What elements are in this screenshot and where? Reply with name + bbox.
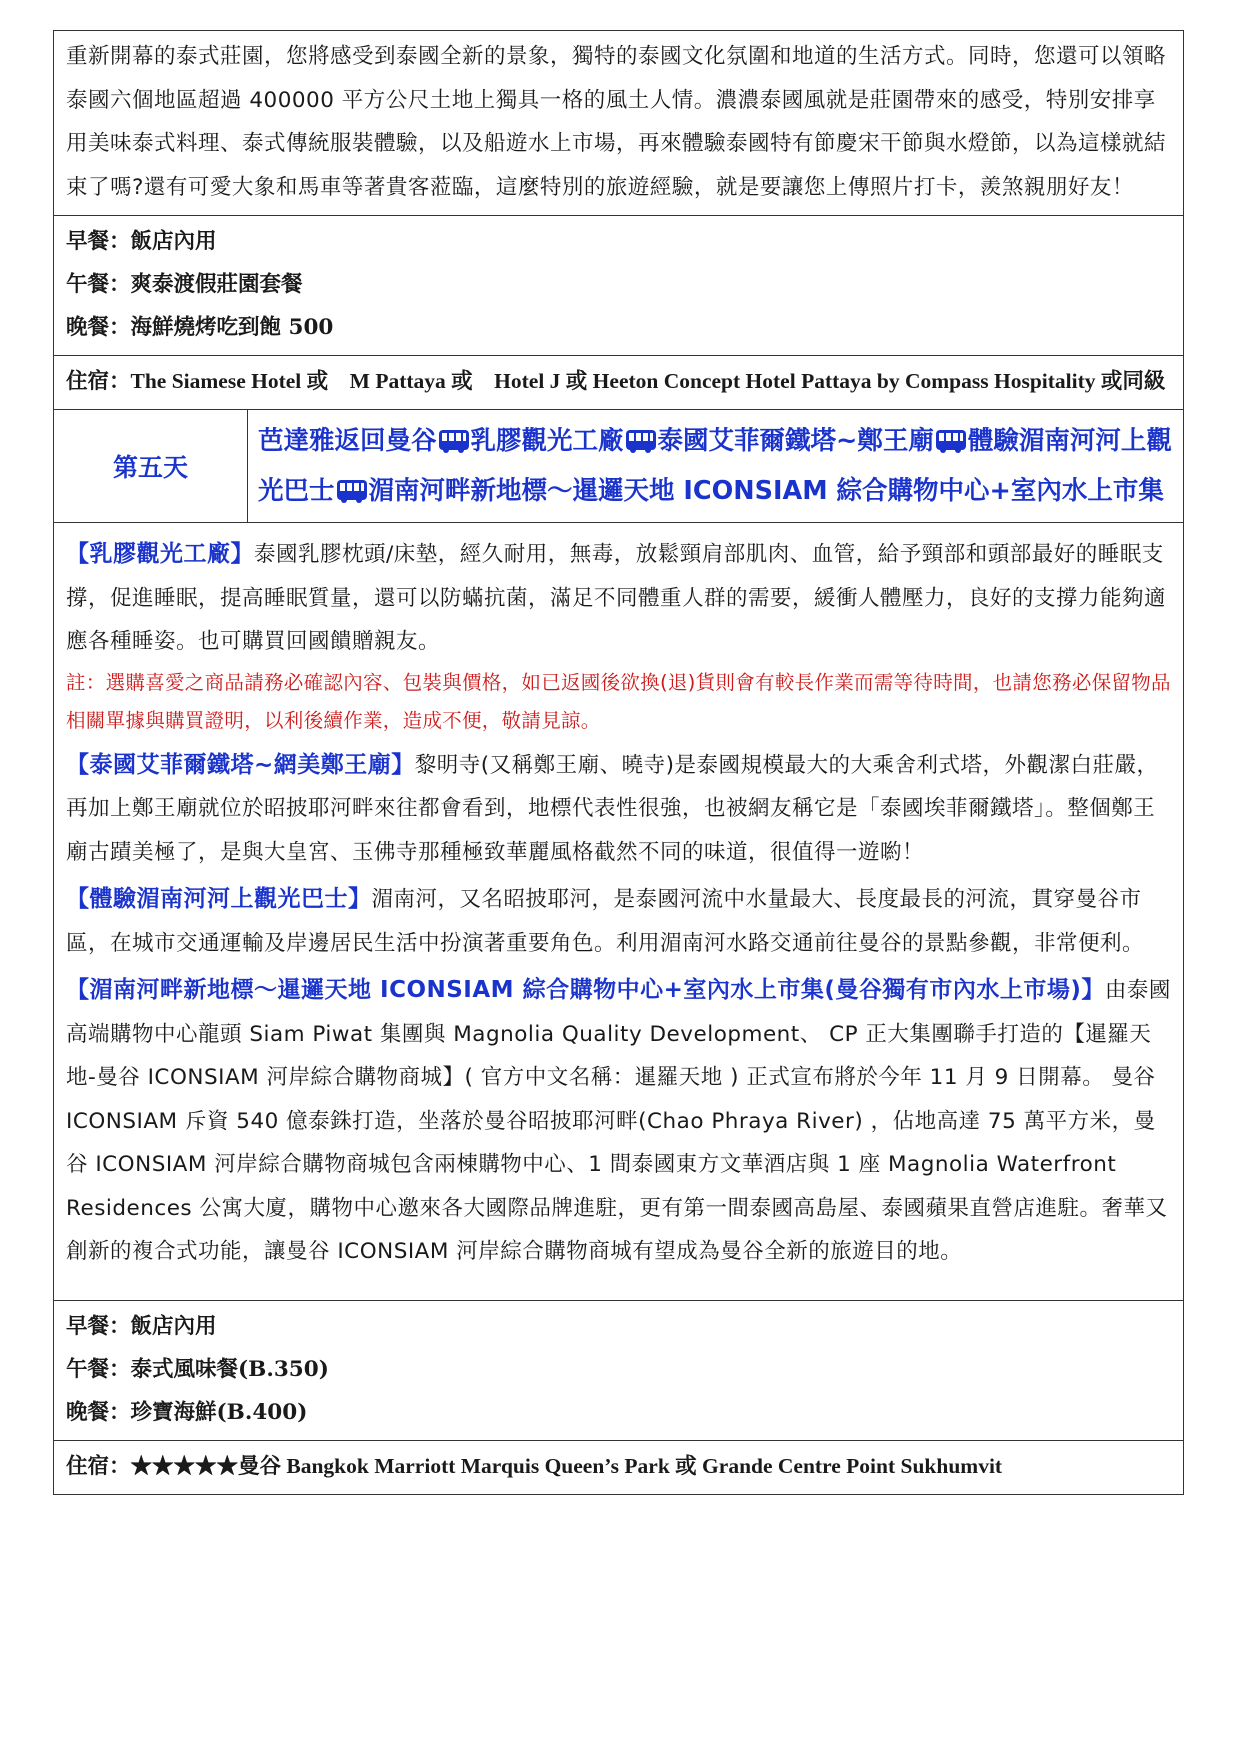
section-heading: 【湄南河畔新地標～暹邏天地 ICONSIAM 綜合購物中心+室內水上市集(曼谷獨有市內水上市場)】 <box>66 977 1105 1003</box>
bus-icon <box>439 430 469 450</box>
route-stop: 芭達雅返回曼谷 <box>258 426 437 456</box>
section-river-bus <box>66 878 1171 965</box>
itinerary-page <box>53 30 1184 1495</box>
day5-content-box <box>53 522 1184 1300</box>
day5-header-row <box>53 409 1184 522</box>
dinner-line: 晚餐：海鮮燒烤吃到飽 500 <box>66 315 334 340</box>
intro-box <box>53 30 1184 215</box>
section-text: 湄南河，又名昭披耶河，是泰國河流中水量最大、長度最長的河流，貫穿曼谷市區，在城市交通運輸及岸邊居民生活中扮演著重要角色。利用湄南河水路交通前往曼谷的景點參觀，非常便利。 <box>66 887 1145 956</box>
route-stop: 湄南河畔新地標～暹邏天地 ICONSIAM 綜合購物中心+室內水上市集 <box>368 476 1164 506</box>
hotel-line: 住宿：★★★★★曼谷 Bangkok Marriott Marquis Queen’s Park 或 Grande Centre Point Sukhumvit <box>66 1453 1003 1478</box>
day5-hotel-box <box>53 1440 1184 1495</box>
day5-meals-box <box>53 1300 1184 1440</box>
shopping-note: 註：選購喜愛之商品請務必確認內容、包裝與價格，如已返國後欲換(退)貨則會有較長作業而需等待時間，也請您務必保留物品相關單據與購買證明，以利後續作業，造成不便，敬請見諒。 <box>66 670 1171 732</box>
breakfast-line: 早餐：飯店內用 <box>66 1313 217 1339</box>
intro-paragraph: 重新開幕的泰式莊園，您將感受到泰國全新的景象，獨特的泰國文化氛圍和地道的生活方式。同時，您還可以領略泰國六個地區超過 400000 平方公尺土地上獨具一格的風土人情。濃濃泰國風就是莊園帶來的感受，特別安排享用美味泰式料理、泰式傳統服裝體驗，以及船遊水上市場，再來體驗泰國特有節慶宋干節與水燈節，以為這樣就結束了嗎?還有可愛大象和馬車等著貴客蒞臨，這麼特別的旅遊經驗，就是要讓您上傳照片打卡，羨煞親朋好友！ <box>66 44 1167 200</box>
day-route-title <box>248 410 1183 522</box>
section-latex-factory <box>66 533 1171 740</box>
section-text: 泰國乳膠枕頭/床墊，經久耐用，無毒，放鬆頸肩部肌肉、血管，給予頸部和頭部最好的睡眠支撐，促進睡眠，提高睡眠質量，還可以防蟎抗菌，滿足不同體重人群的需要，緩衝人體壓力，良好的支撐力能夠適應各種睡姿。也可購買回國饋贈親友。 <box>66 542 1167 654</box>
day-label: 第五天 <box>54 410 248 522</box>
hotel-line: 住宿：The Siamese Hotel 或 M Pattaya 或 Hotel J 或 Heeton Concept Hotel Pattaya by Compass Hospitality 或同級 <box>66 369 1166 393</box>
section-heading: 【乳膠觀光工廠】 <box>66 541 254 567</box>
bus-icon <box>936 430 966 450</box>
section-heading: 【泰國艾菲爾鐵塔~網美鄭王廟】 <box>66 751 415 778</box>
section-iconsiam <box>66 969 1171 1274</box>
lunch-line: 午餐：泰式風味餐(B.350) <box>66 1356 329 1382</box>
day4-hotel-box <box>53 355 1184 409</box>
route-stop: 乳膠觀光工廠 <box>470 426 624 456</box>
route-stop: 泰國艾菲爾鐵塔~鄭王廟 <box>657 426 934 456</box>
section-wat-arun <box>66 744 1171 875</box>
bus-icon <box>337 480 367 500</box>
section-text: 由泰國高端購物中心龍頭 Siam Piwat 集團與 Magnolia Quality Development、 CP 正大集團聯手打造的【暹羅天地-曼谷 ICONSIAM 河岸綜合購物商城】( 官方中文名稱：暹羅天地 ) 正式宣布將於今年 11 月 9 日開幕。 曼谷 ICONSIAM 斥資 540 億泰銖打造，坐落於曼谷昭披耶河畔(Chao Phraya River) ，佔地高達 75 萬平方米，曼谷 ICONSIAM 河岸綜合購物商城包含兩棟購物中心、1 間泰國東方文華酒店與 1 座 Magnolia Waterfront Residences 公寓大廈，購物中心邀來各大國際品牌進駐，更有第一間泰國高島屋、泰國蘋果直營店進駐。奢華又創新的複合式功能，讓曼谷 ICONSIAM 河岸綜合購物商城有望成為曼谷全新的旅遊目的地。 <box>66 978 1171 1264</box>
section-text: 黎明寺(又稱鄭王廟、曉寺)是泰國規模最大的大乘舍利式塔，外觀潔白莊嚴，再加上鄭王廟就位於昭披耶河畔來往都會看到，地標代表性很強，也被網友稱它是「泰國埃菲爾鐵塔」。整個鄭王廟古蹟美極了，是與大皇宮、玉佛寺那種極致華麗風格截然不同的味道，很值得一遊喲！ <box>66 752 1159 865</box>
lunch-line: 午餐：爽泰渡假莊園套餐 <box>66 272 303 297</box>
bus-icon <box>626 430 656 450</box>
dinner-line: 晚餐：珍寶海鮮(B.400) <box>66 1399 308 1425</box>
route-stop: 體驗湄南河河上觀光巴士 <box>258 426 1172 506</box>
breakfast-line: 早餐：飯店內用 <box>66 229 217 254</box>
section-heading: 【體驗湄南河河上觀光巴士】 <box>66 886 372 912</box>
day4-meals-box <box>53 215 1184 355</box>
